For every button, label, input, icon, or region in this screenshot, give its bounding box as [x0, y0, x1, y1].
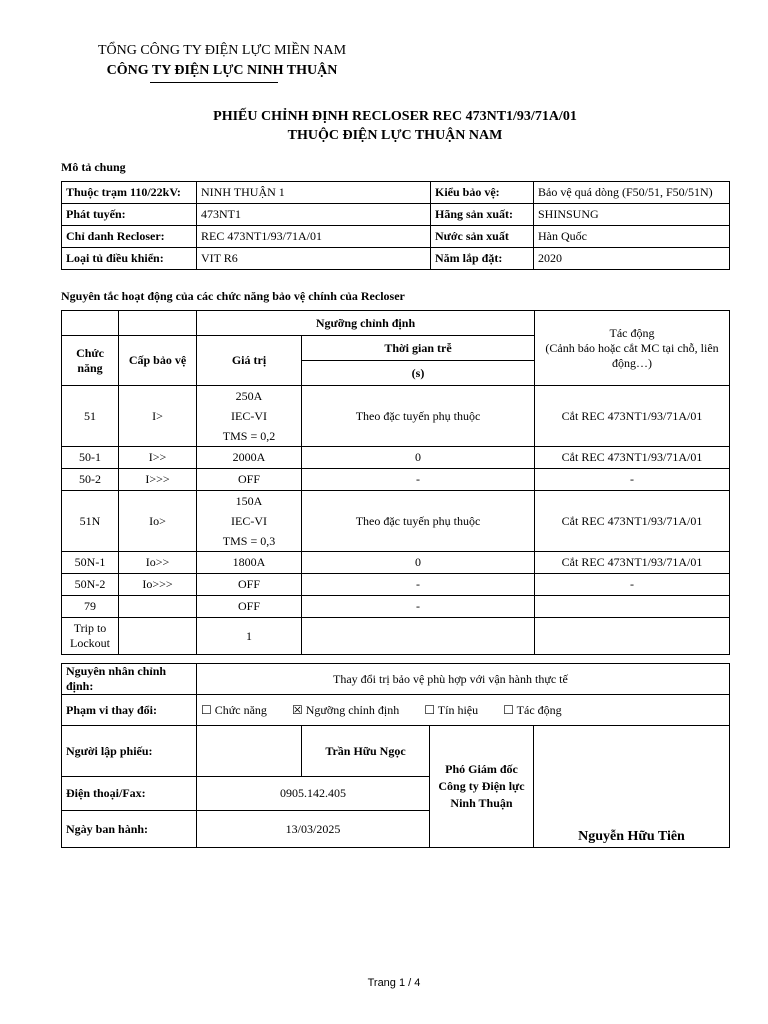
action-cell: Cắt REC 473NT1/93/71A/01: [535, 447, 730, 469]
checkbox-unchecked-icon: ☐: [424, 702, 435, 717]
phone-label: Điện thoại/Fax:: [62, 777, 197, 811]
field-label: Thuộc trạm 110/22kV:: [62, 182, 197, 204]
action-header-note: (Cảnh báo hoặc cắt MC tại chỗ, liên động…): [545, 340, 719, 370]
value-cell: OFF: [197, 469, 302, 491]
level-cell: [119, 618, 197, 655]
value-cell: [197, 386, 302, 447]
level-cell: [119, 596, 197, 618]
protection-row: [62, 447, 730, 469]
level-header: Cấp bảo vệ: [119, 336, 197, 386]
value-line: 250A: [235, 389, 263, 403]
field-value: REC 473NT1/93/71A/01: [197, 226, 431, 248]
scope-option-label: Ngưỡng chỉnh định: [305, 702, 400, 717]
action-cell: -: [535, 469, 730, 491]
delay-cell: -: [302, 574, 535, 596]
header-empty-cell: [119, 311, 197, 336]
field-label: Phát tuyến:: [62, 204, 197, 226]
level-cell: Io>: [119, 491, 197, 552]
delay-cell: Theo đặc tuyến phụ thuộc: [302, 491, 535, 552]
function-header: Chức năng: [62, 336, 119, 386]
field-value: SHINSUNG: [534, 204, 730, 226]
field-label: Hãng sản xuất:: [431, 204, 534, 226]
value-cell: 1: [197, 618, 302, 655]
general-row: [62, 182, 730, 204]
field-value: 2020: [534, 248, 730, 270]
scope-option-action[interactable]: [503, 703, 562, 717]
company-name: CÔNG TY ĐIỆN LỰC NINH THUẬN: [106, 63, 338, 78]
header-empty-cell: [62, 311, 119, 336]
delay-header: Thời gian trễ: [302, 336, 535, 361]
corporation-name: TỔNG CÔNG TY ĐIỆN LỰC MIỀN NAM: [97, 43, 347, 58]
function-cell: 50-1: [62, 447, 119, 469]
value-line: IEC-VI: [231, 514, 267, 528]
creator-label: Người lập phiếu:: [62, 726, 197, 777]
function-cell: Trip to Lockout: [62, 618, 119, 655]
scope-row: [62, 695, 730, 726]
field-label: Nước sản xuất: [431, 226, 534, 248]
function-cell: 79: [62, 596, 119, 618]
date-value: 13/03/2025: [197, 811, 430, 848]
phone-value: 0905.142.405: [197, 777, 430, 811]
scope-options: [197, 695, 730, 726]
general-row: [62, 248, 730, 270]
delay-cell: -: [302, 469, 535, 491]
creator-row: [62, 726, 730, 777]
protection-row: [62, 491, 730, 552]
general-row: [62, 226, 730, 248]
delay-cell: Theo đặc tuyến phụ thuộc: [302, 386, 535, 447]
scope-option-signal[interactable]: [424, 703, 478, 717]
reason-row: [62, 664, 730, 695]
checkbox-unchecked-icon: ☐: [201, 702, 212, 717]
field-value: VIT R6: [197, 248, 431, 270]
section-general-heading: Mô tả chung: [61, 160, 126, 174]
action-cell: [535, 596, 730, 618]
function-cell: 51: [62, 386, 119, 447]
general-row: [62, 204, 730, 226]
delay-cell: 0: [302, 552, 535, 574]
value-line: IEC-VI: [231, 409, 267, 423]
creator-blank-cell: [197, 726, 302, 777]
level-cell: I>: [119, 386, 197, 447]
field-label: Chỉ danh Recloser:: [62, 226, 197, 248]
action-cell: Cắt REC 473NT1/93/71A/01: [535, 386, 730, 447]
approver-title: Phó Giám đốc Công ty Điện lực Ninh Thuận: [430, 726, 534, 848]
function-cell: 51N: [62, 491, 119, 552]
value-line: 150A: [235, 494, 263, 508]
value-cell: 2000A: [197, 447, 302, 469]
scope-option-label: Chức năng: [214, 702, 267, 717]
protection-row: [62, 596, 730, 618]
scope-option-label: Tín hiệu: [437, 702, 479, 717]
section-protection-heading: Nguyên tắc hoạt động của các chức năng bảo vệ chính của Recloser: [61, 289, 405, 303]
creator-name: Trần Hữu Ngọc: [302, 726, 430, 777]
scope-option-threshold[interactable]: [292, 703, 399, 717]
general-info-table: [61, 181, 730, 270]
document-subtitle: THUỘC ĐIỆN LỰC THUẬN NAM: [287, 128, 503, 143]
field-value: Bảo vệ quá dòng (F50/51, F50/51N): [534, 182, 730, 204]
action-cell: -: [535, 574, 730, 596]
protection-row: [62, 469, 730, 491]
protection-row: [62, 574, 730, 596]
reason-value: Thay đổi trị bảo vệ phù hợp với vận hành thực tế: [197, 664, 730, 695]
action-header: [535, 311, 730, 386]
header-underline: [150, 82, 278, 83]
change-info-table: [61, 663, 730, 848]
scope-option-label: Tác động: [516, 702, 562, 717]
checkbox-unchecked-icon: ☐: [503, 702, 514, 717]
field-label: Kiểu bảo vệ:: [431, 182, 534, 204]
reason-label: Nguyên nhân chỉnh định:: [62, 664, 197, 695]
value-header: Giá trị: [197, 336, 302, 386]
delay-unit-header: (s): [302, 361, 535, 386]
protection-row: [62, 618, 730, 655]
protection-row: [62, 386, 730, 447]
level-cell: I>>: [119, 447, 197, 469]
scope-option-function[interactable]: [201, 703, 267, 717]
document-title: PHIẾU CHỈNH ĐỊNH RECLOSER REC 473NT1/93/71A/01: [213, 109, 577, 124]
protection-settings-table: [61, 310, 730, 655]
value-cell: OFF: [197, 596, 302, 618]
value-line: TMS = 0,3: [222, 534, 276, 548]
delay-cell: 0: [302, 447, 535, 469]
field-label: Loại tủ điều khiển:: [62, 248, 197, 270]
delay-cell: -: [302, 596, 535, 618]
threshold-header: Ngưỡng chỉnh định: [197, 311, 535, 336]
field-value: 473NT1: [197, 204, 431, 226]
function-cell: 50-2: [62, 469, 119, 491]
value-line: TMS = 0,2: [222, 429, 276, 443]
page-number: Trang 1 / 4: [367, 977, 421, 989]
function-cell: 50N-2: [62, 574, 119, 596]
level-cell: I>>>: [119, 469, 197, 491]
date-label: Ngày ban hành:: [62, 811, 197, 848]
checkbox-checked-icon: ☒: [291, 702, 303, 717]
delay-cell: [302, 618, 535, 655]
level-cell: Io>>: [119, 552, 197, 574]
action-cell: Cắt REC 473NT1/93/71A/01: [535, 491, 730, 552]
field-value: NINH THUẬN 1: [197, 182, 431, 204]
value-cell: 1800A: [197, 552, 302, 574]
action-cell: Cắt REC 473NT1/93/71A/01: [535, 552, 730, 574]
value-cell: OFF: [197, 574, 302, 596]
function-cell: 50N-1: [62, 552, 119, 574]
value-cell: [197, 491, 302, 552]
protection-row: [62, 552, 730, 574]
action-header-title: Tác động: [609, 325, 655, 340]
action-cell: [535, 618, 730, 655]
field-value: Hàn Quốc: [534, 226, 730, 248]
level-cell: Io>>>: [119, 574, 197, 596]
approver-name: Nguyễn Hữu Tiên: [534, 726, 730, 848]
scope-label: Phạm vi thay đổi:: [62, 695, 197, 726]
field-label: Năm lắp đặt:: [431, 248, 534, 270]
